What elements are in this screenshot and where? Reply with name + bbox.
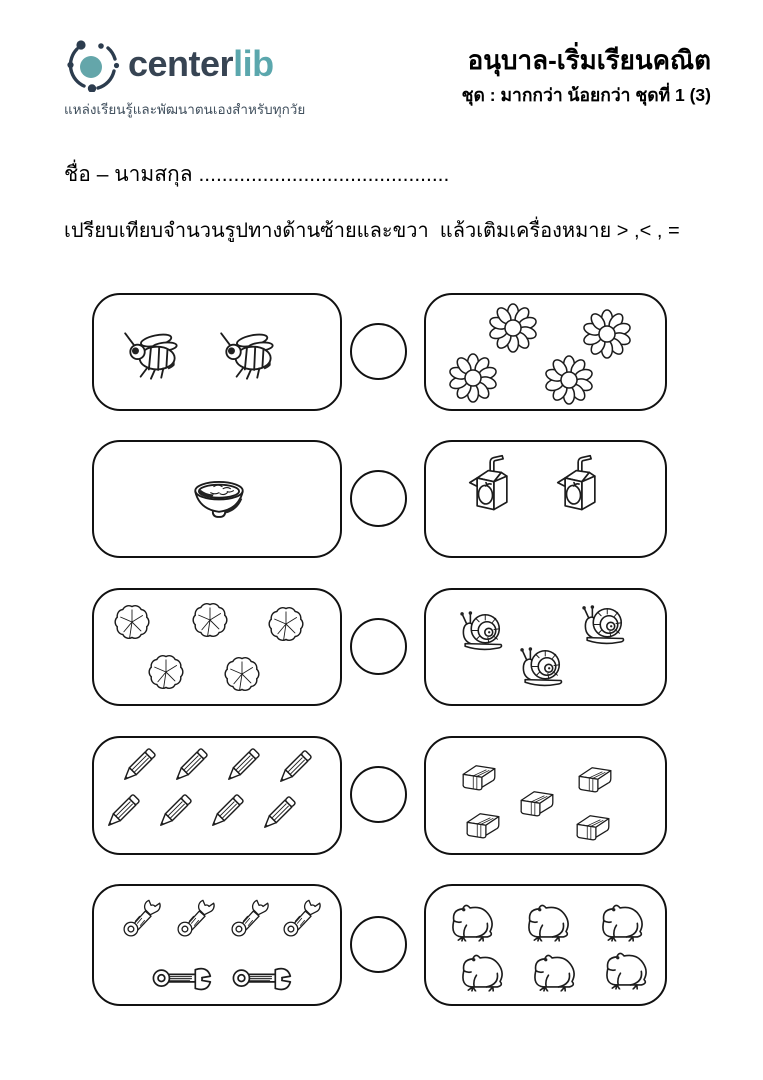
problem-row-3 bbox=[0, 588, 763, 706]
bee-icon bbox=[120, 323, 186, 381]
brand-center: center bbox=[128, 43, 234, 84]
logo-tagline: แหล่งเรียนรู้และพัฒนาตนเองสำหรับทุกวัย bbox=[64, 102, 306, 117]
frog-icon bbox=[442, 898, 500, 942]
problem-5-left-box bbox=[92, 884, 342, 1006]
pencil-icon bbox=[148, 786, 200, 838]
problem-4-right-box bbox=[424, 736, 667, 855]
eraser-icon bbox=[572, 762, 618, 797]
flower-icon bbox=[486, 301, 540, 355]
pencil-icon bbox=[268, 742, 320, 794]
frog-icon bbox=[524, 948, 582, 992]
brand-wordmark bbox=[128, 43, 274, 84]
juice-box-icon bbox=[466, 452, 518, 511]
juice-box-icon bbox=[554, 452, 606, 511]
snail-icon bbox=[452, 606, 508, 655]
eraser-icon bbox=[514, 786, 560, 821]
problem-4-left-box bbox=[92, 736, 342, 855]
brand-lib: lib bbox=[233, 43, 274, 84]
centerlib-logo-icon bbox=[64, 36, 122, 92]
pencil-icon bbox=[112, 740, 164, 792]
frog-icon bbox=[452, 948, 510, 992]
wrench-icon bbox=[118, 896, 164, 942]
page-subtitle: ชุด : มากกว่า น้อยกว่า ชุดที่ 1 (3) bbox=[461, 84, 711, 105]
wrench-icon bbox=[152, 964, 216, 992]
frog-icon bbox=[592, 898, 650, 942]
pencil-icon bbox=[216, 740, 268, 792]
answer-circle-3[interactable] bbox=[350, 618, 407, 675]
problem-3-right-box bbox=[424, 588, 667, 706]
frog-icon bbox=[518, 898, 576, 942]
wrench-icon bbox=[172, 896, 218, 942]
wrench-icon bbox=[232, 964, 296, 992]
bee-icon bbox=[216, 323, 282, 381]
flower-icon bbox=[446, 351, 500, 405]
eraser-icon bbox=[460, 808, 506, 843]
page-title: อนุบาล-เริ่มเรียนคณิต bbox=[467, 45, 711, 75]
eraser-icon bbox=[456, 760, 502, 795]
answer-circle-4[interactable] bbox=[350, 766, 407, 823]
wrench-icon bbox=[226, 896, 272, 942]
problem-1-right-box bbox=[424, 293, 667, 411]
leaf-icon bbox=[184, 594, 236, 646]
answer-circle-5[interactable] bbox=[350, 916, 407, 973]
problem-row-4 bbox=[0, 736, 763, 855]
problem-row-2 bbox=[0, 440, 763, 558]
problem-row-1 bbox=[0, 293, 763, 411]
instruction-text: เปรียบเทียบจำนวนรูปทางด้านซ้ายและขวา แล้วเติมเครื่องหมาย > ,< , = bbox=[64, 220, 680, 242]
frog-icon bbox=[596, 946, 654, 990]
answer-circle-1[interactable] bbox=[350, 323, 407, 380]
name-field-line[interactable]: ชื่อ – นามสกุล ........................................... bbox=[64, 163, 450, 186]
problem-1-left-box bbox=[92, 293, 342, 411]
problem-row-5 bbox=[0, 884, 763, 1006]
pencil-icon bbox=[200, 786, 252, 838]
pencil-icon bbox=[96, 786, 148, 838]
leaf-icon bbox=[260, 598, 312, 650]
problem-2-left-box bbox=[92, 440, 342, 558]
snail-icon bbox=[574, 600, 630, 649]
leaf-icon bbox=[106, 596, 158, 648]
problem-2-right-box bbox=[424, 440, 667, 558]
eraser-icon bbox=[570, 810, 616, 845]
bowl-icon bbox=[186, 468, 252, 526]
pencil-icon bbox=[164, 740, 216, 792]
pencil-icon bbox=[252, 788, 304, 840]
answer-circle-2[interactable] bbox=[350, 470, 407, 527]
flower-icon bbox=[542, 353, 596, 407]
wrench-icon bbox=[278, 896, 324, 942]
leaf-icon bbox=[216, 648, 268, 700]
centerlib-logo bbox=[64, 36, 305, 120]
leaf-icon bbox=[140, 646, 192, 698]
snail-icon bbox=[512, 642, 568, 691]
problem-5-right-box bbox=[424, 884, 667, 1006]
title-block bbox=[462, 44, 711, 109]
problem-3-left-box bbox=[92, 588, 342, 706]
